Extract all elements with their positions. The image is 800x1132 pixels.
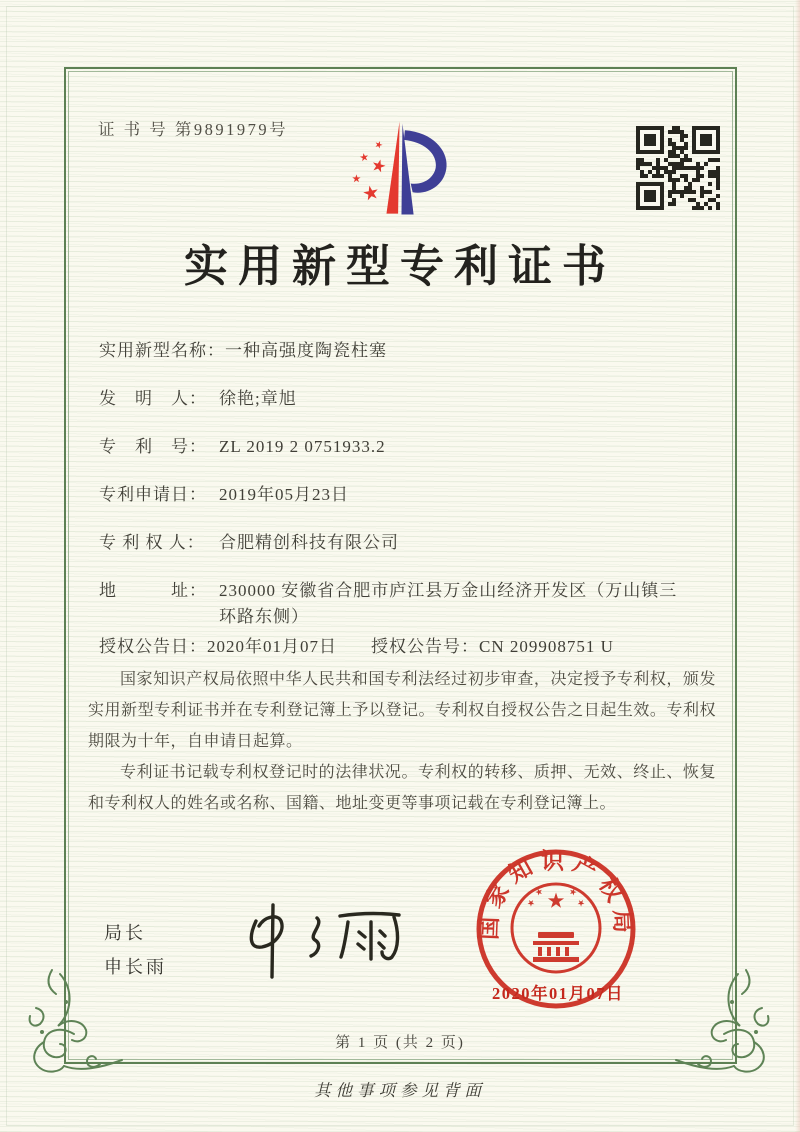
field-value: 一种高强度陶瓷柱塞 [225,341,387,360]
field-row-patentee [99,530,715,555]
field-value: 230000 安徽省合肥市庐江县万金山经济开发区（万山镇三环路东侧） [219,581,678,626]
field-value: 2019年05月23日 [219,485,349,504]
grant-date-value: 2020年01月07日 [207,637,337,656]
legal-paragraph-1: 国家知识产权局依照中华人民共和国专利法经过初步审查，决定授予专利权，颁发实用新型专利证书并在专利登记簿上予以登记。专利权自授权公告之日起生效。专利权期限为十年，自申请日起算。 [88,671,716,750]
field-value: 合肥精创科技有限公司 [219,533,399,552]
field-label: 地 址： [99,581,207,600]
field-label: 专利申请日： [99,485,207,504]
grant-date [99,634,371,659]
field-value: 徐艳;章旭 [219,389,297,408]
certificate-title: 实用新型专利证书 [184,242,616,291]
floral-corner-ornament [16,968,128,1080]
field-label: 实用新型名称： [99,341,225,360]
signatory-name: 申长雨 [104,957,167,977]
field-row-utility-model-name [99,338,715,363]
grant-number-value: CN 209908751 U [479,637,614,656]
page-number: 第 1 页 (共 2 页) [335,1035,465,1051]
field-row-inventor [99,386,715,411]
certificate-fields [99,338,715,659]
seal-agency-text: 国家知识产权局 [476,848,636,941]
director-signature [222,880,422,990]
back-side-note: 其他事项参见背面 [314,1081,486,1100]
field-row-address [99,578,715,630]
legal-paragraph-2: 专利证书记载专利权登记时的法律状况。专利权的转移、质押、无效、终止、恢复和专利权人的姓名或名称、国籍、地址变更等事项记载在专利登记簿上。 [88,764,716,812]
field-value: ZL 2019 2 0751933.2 [219,437,386,456]
legal-text [88,664,716,819]
floral-corner-ornament [670,968,782,1080]
signatory-block [104,916,167,984]
cnipa-logo [336,106,466,232]
seal-date: 2020年01月07日 [492,984,624,1003]
field-label: 专 利 号： [99,437,207,456]
grant-number [371,634,614,659]
grant-number-label: 授权公告号： [371,637,479,656]
qr-code [636,126,720,210]
field-row-filing-date [99,482,715,507]
grant-date-label: 授权公告日： [99,637,207,656]
field-label: 专 利 权 人： [99,533,205,552]
certificate-number: 证 书 号 第9891979号 [98,120,289,139]
field-row-patent-number [99,434,715,459]
signatory-role: 局长 [104,923,146,943]
field-label: 发 明 人： [99,389,207,408]
field-row-grant [99,634,715,659]
